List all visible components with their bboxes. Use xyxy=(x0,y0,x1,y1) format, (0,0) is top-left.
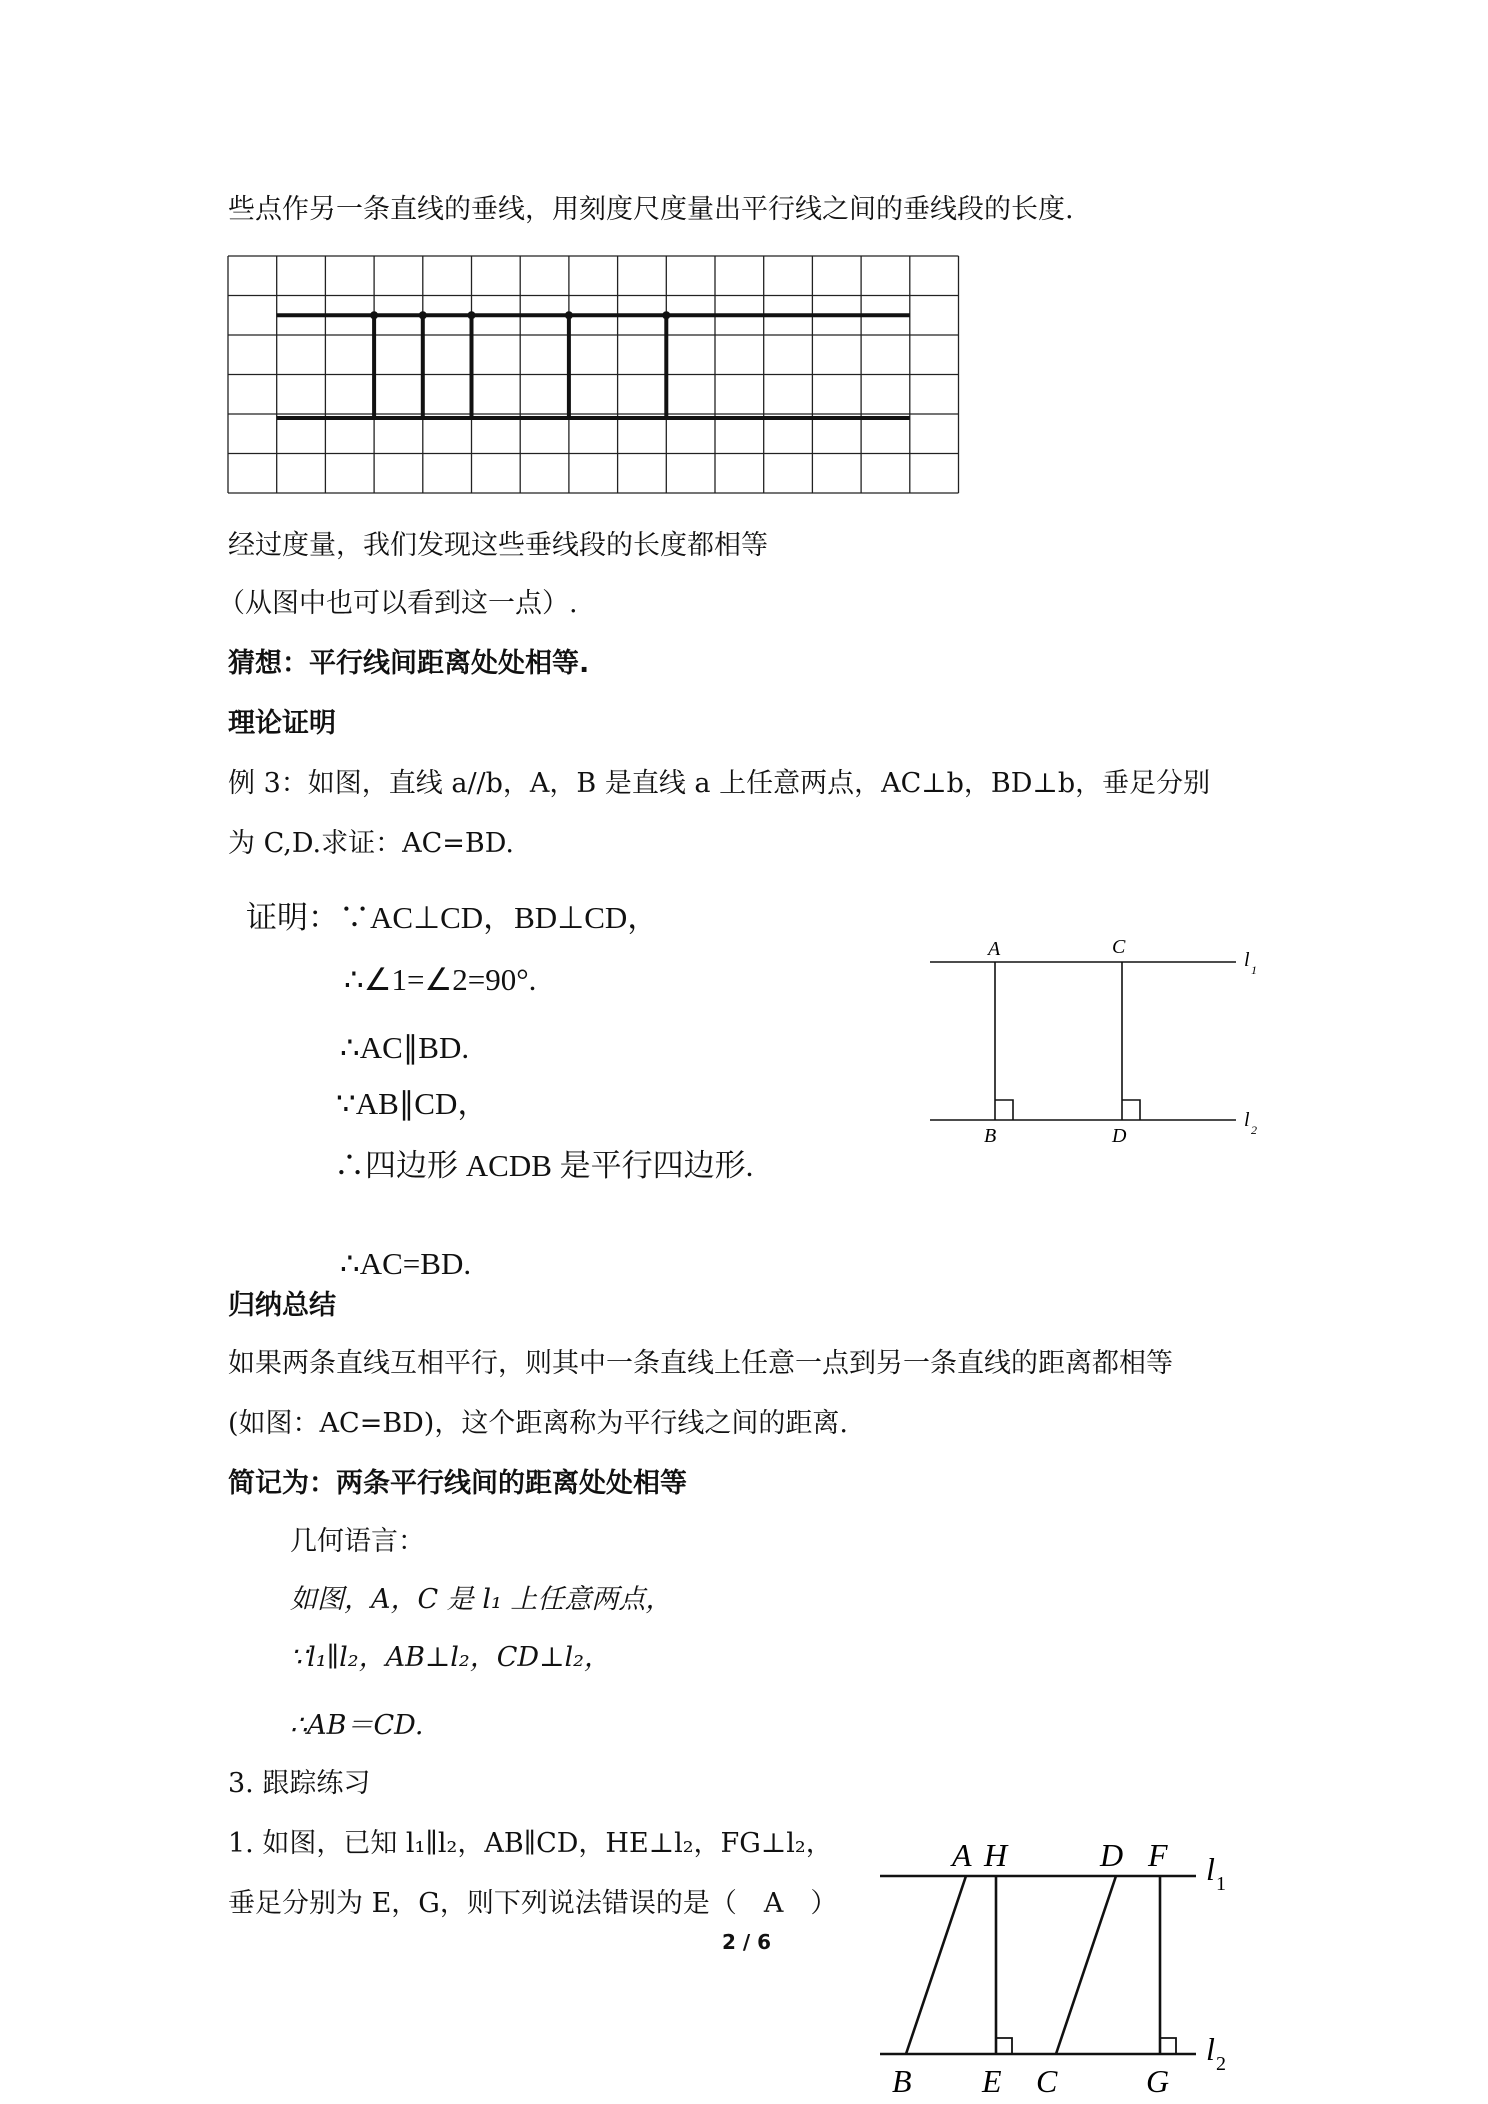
geo-heading: 几何语言： xyxy=(290,1526,425,1557)
fig1-label-l2: l xyxy=(1244,1109,1250,1131)
proof-line-1: 证明：∵AC⊥CD，BD⊥CD， xyxy=(246,900,659,935)
fig2-label-h: H xyxy=(984,1837,1008,1873)
fig2-label-a: A xyxy=(952,1837,972,1873)
summary-line-2: (如图：AC=BD)，这个距离称为平行线之间的距离. xyxy=(228,1408,848,1439)
summary-heading: 归纳总结 xyxy=(228,1290,336,1321)
fig2-label-l1: l xyxy=(1206,1851,1215,1887)
fig1-label-l2-sub: 2 xyxy=(1251,1123,1257,1137)
brief-statement: 简记为：两条平行线间的距离处处相等 xyxy=(228,1468,687,1499)
fig2-label-l2: l xyxy=(1206,2031,1215,2067)
proof-line-2: ∴∠1=∠2=90°. xyxy=(344,962,537,997)
page-number: 2 / 6 xyxy=(722,1930,772,1954)
fig1-label-l1-sub: 1 xyxy=(1251,963,1257,977)
geo-line-1: 如图，A，C 是 l₁ 上任意两点， xyxy=(290,1584,673,1615)
fig2-label-l2-sub: 2 xyxy=(1216,2053,1226,2075)
fig2-label-b: B xyxy=(892,2063,912,2099)
fig1-label-c: C xyxy=(1112,936,1126,958)
measure-note: （从图中也可以看到这一点）. xyxy=(218,588,578,619)
fig1-label-l1: l xyxy=(1244,949,1250,971)
example-line-2: 为 C,D.求证：AC=BD. xyxy=(228,828,515,859)
summary-line-1: 如果两条直线互相平行，则其中一条直线上任意一点到另一条直线的距离都相等 xyxy=(228,1348,1173,1379)
geo-line-3: ∴AB＝CD. xyxy=(290,1710,424,1741)
fig1-label-a: A xyxy=(988,938,1001,960)
proof-heading: 理论证明 xyxy=(228,708,336,739)
question-1-line-1: 1. 如图，已知 l₁∥l₂，AB∥CD，HE⊥l₂，FG⊥l₂， xyxy=(228,1828,833,1859)
geo-line-2: ∵l₁∥l₂，AB⊥l₂，CD⊥l₂， xyxy=(290,1642,611,1673)
proof-line-5: ∴四边形 ACDB 是平行四边形. xyxy=(334,1148,754,1183)
fig2-label-d: D xyxy=(1100,1837,1124,1873)
proof-line-6: ∴AC=BD. xyxy=(340,1246,472,1281)
measure-line: 经过度量，我们发现这些垂线段的长度都相等 xyxy=(228,530,768,561)
fig1-label-d: D xyxy=(1112,1125,1127,1147)
fig1-label-b: B xyxy=(984,1125,997,1147)
fig2-label-l1-sub: 1 xyxy=(1216,1873,1226,1895)
proof-line-4: ∵AB∥CD， xyxy=(336,1086,489,1121)
practice-heading: 3. 跟踪练习 xyxy=(228,1768,371,1799)
question-1-line-2: 垂足分别为 E，G，则下列说法错误的是（ A ） xyxy=(228,1888,838,1919)
fig2-label-f: F xyxy=(1148,1837,1168,1873)
fig2-label-e: E xyxy=(982,2063,1002,2099)
proof-line-3: ∴AC∥BD. xyxy=(340,1030,470,1065)
example-line-1: 例 3：如图，直线 a//b，A，B 是直线 a 上任意两点，AC⊥b，BD⊥b，垂足分别 xyxy=(228,768,1211,799)
conjecture: 猜想：平行线间距离处处相等. xyxy=(228,648,590,679)
fig2-label-c: C xyxy=(1036,2063,1058,2099)
intro-line: 些点作另一条直线的垂线，用刻度尺度量出平行线之间的垂线段的长度. xyxy=(228,194,1074,225)
fig2-label-g: G xyxy=(1146,2063,1170,2099)
